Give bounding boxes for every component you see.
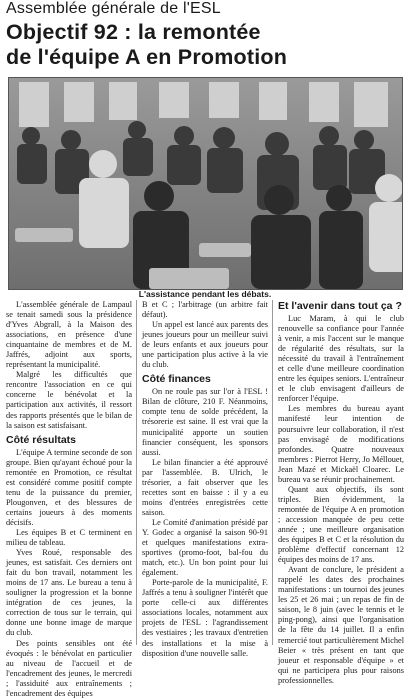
- paragraph: L'équipe A termine seconde de son groupe. Bien qu'ayant échoué pour la remontée en Promotion, ce résultat est considéré comme positif compte tenu de la puissance du premier, Plougonven, et des blessures de certains joueurs à des moments décisifs.: [6, 447, 132, 527]
- section-heading-finances: Côté finances: [142, 373, 211, 386]
- paragraph: Un appel est lancé aux parents des jeunes joueurs pour un meilleur suivi de leurs enfants et aux joueurs pour une participation plus active à la vie du club.: [142, 320, 268, 370]
- paragraph: Malgré les difficultés que rencontre l'association en ce qui concerne le bénévolat et la participation aux activités, il ressort des rapports présentés que le bilan de la saison est satisfaisant.: [6, 370, 132, 430]
- headline-line-2: de l'équipe A en Promotion: [6, 45, 288, 69]
- paragraph: Quant aux objectifs, ils sont triples. Bien évidemment, la remontée de l'équipe A en promotion ; accession manquée de peu cette année ; une meilleure organisation des équipes B et C et la résolution du problème d'effectif concernant 12 équipes des moins de 17 ans.: [278, 484, 404, 565]
- paragraph: L'assemblée générale de Lampaul se tenait samedi sous la présidence d'Yves Abgrall, à la Maison des associations, en présence d'une cinquantaine de membres et de M. Jaffrés, adjoint aux sports, représentant la municipalité.: [6, 300, 132, 370]
- article-column-2: [142, 300, 268, 659]
- photo-caption: L'assistance pendant les débats.: [138, 289, 272, 299]
- paragraph: Avant de conclure, le président a rappelé les dates des prochaines manifestations : un tournoi des jeunes les 25 et 26 mai ; un repas de fin de saison, le 8 juin (avec le tennis et le ping-pong), ainsi que l'organisation de la fête du 14 juillet. Il a enfin remercié tout particulièrement Michel Beier « très présent en tant que joueur et responsable d'équipe » et qui ne participera plus pour raisons professionnelles.: [278, 565, 405, 685]
- section-heading-results: Côté résultats: [6, 433, 77, 446]
- headline: [6, 20, 406, 70]
- paragraph: On ne roule pas sur l'or à l'ESL ! Bilan de clôture, 210 F. Néanmoins, compte tenu de solde précédent, la trésorerie est saine. Il est vrai que la municipalité apporte un soutien financier conséquent, les sponsors aussi.: [142, 387, 268, 457]
- paragraph: Les membres du bureau ayant manifesté leur intention de poursuivre leur collaboration, il n'est pas envisagé de modifications profondes. Quatre nouveaux membres : Pierrot Herry, Jo Méllouet, Jean Mazé et Mickaël Cloarec. Le bureau va se réunir prochainement.: [278, 404, 404, 484]
- headline-line-1: Objectif 92 : la remontée: [6, 20, 261, 44]
- paragraph: Yves Roué, responsable des jeunes, est satisfait. Ces derniers ont fait du bon travail, notamment les moins de 17 ans. Le bureau a tenu à souligner la progression et la bonne intégration de ces jeunes, la correction de tous sur le terrain, qui donne une bonne image de marque du club.: [6, 548, 132, 638]
- paragraph: Porte-parole de la municipalité, F. Jaffrés a tenu à souligner l'intérêt que porte celle-ci aux différentes associations locales, notamment aux projets de l'ESL : l'agrandissement des vestiaires ; les travaux d'entretien des installations et la mise à disposition d'une nouvelle salle.: [142, 578, 268, 658]
- assembly-photo-image: [9, 78, 402, 289]
- column-divider: [272, 300, 273, 645]
- paragraph: Les équipes B et C terminent en milieu de tableau.: [6, 527, 132, 548]
- paragraph: Le bilan financier a été approuvé par l'assemblée. B. Ulrich, le trésorier, a fait observer que les recettes sont en baisse : il y a eu moins d'entrées enregistrées cette saison.: [142, 457, 268, 517]
- paragraph: Luc Maram, à qui le club renouvelle sa confiance pour l'année à venir, a mis l'accent sur le manque de régularité des résultats, sur la nécessité du travail à l'entraînement et celle d'une meilleure coordination entre les équipes seniors. L'entraîneur et le club envisagent d'ailleurs de renforcer l'équipe.: [278, 314, 404, 404]
- assembly-photo: [8, 77, 403, 290]
- paragraph: Des points sensibles ont été évoqués : le bénévolat en particulier au niveau de l'accueil et de l'encadrement des jeunes, le mercredi ; l'assiduité aux entraînements ; l'encadrement des équipes: [6, 638, 132, 698]
- article-column-1: [6, 300, 132, 699]
- column-divider: [136, 300, 137, 645]
- supertitle: Assemblée générale de l'ESL: [6, 0, 221, 17]
- section-heading-future: Et l'avenir dans tout ça ?: [278, 300, 402, 312]
- paragraph: Le Comité d'animation présidé par Y. Godec a organisé la saison 90-91 et quelques manifestations extra-sportives (promo-foot, bal-fou du match, etc.). Un bon point pour lui également.: [142, 517, 268, 578]
- paragraph: B et C ; l'arbitrage (un arbitre fait défaut).: [142, 300, 268, 320]
- article-column-3: [278, 300, 404, 686]
